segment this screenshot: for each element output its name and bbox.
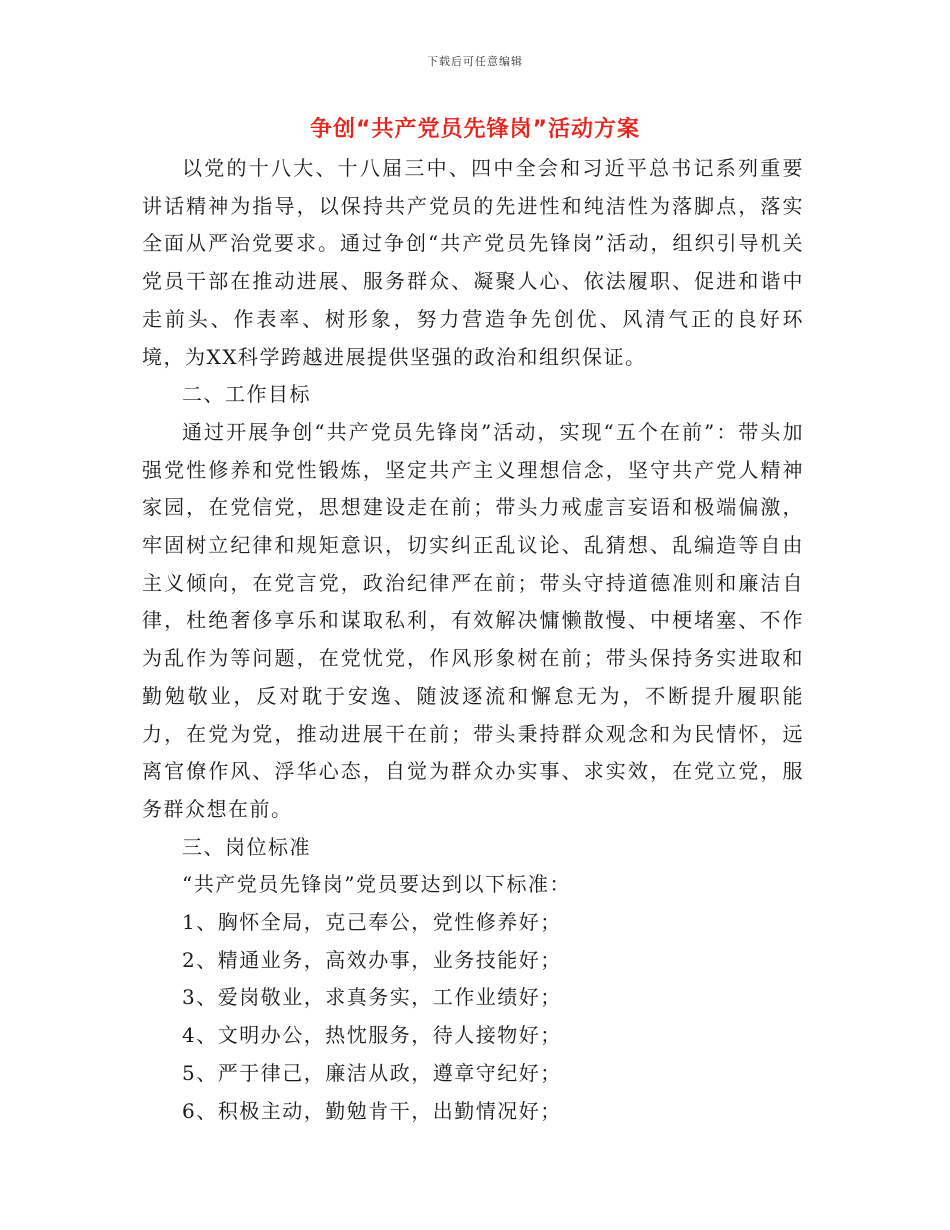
standard-item: 5、严于律己，廉洁从政，遵章守纪好； — [182, 1060, 562, 1085]
standard-item: 3、爱岗敬业，求真务实，工作业绩好； — [182, 985, 562, 1010]
section-heading-goals: 二、工作目标 — [182, 382, 311, 407]
section-heading-standards: 三、岗位标准 — [182, 834, 311, 859]
document-body — [142, 150, 804, 1130]
goals-paragraph: 通过开展争创“共产党员先锋岗”活动，实现“五个在前”：带头加强党性修养和党性锻炼，坚定共产主义理想信念，坚守共产党人精神家园，在党信党，思想建设走在前；带头力戒虚言妄语和极端偏激，牢固树立纪律和规矩意识，切实纠正乱议论、乱猜想、乱编造等自由主义倾向，在党言党，政治纪律严在前；带头守持道德准则和廉洁自律，杜绝奢侈享乐和谋取私利，有效解决慵懒散慢、中梗堵塞、不作为乱作为等问题，在党忧党，作风形象树在前；带头保持务实进取和勤勉敬业，反对耽于安逸、随波逐流和懈怠无为，不断提升履职能力，在党为党，推动进展干在前；带头秉持群众观念和为民情怀，远离官僚作风、浮华心态，自觉为群众办实事、求实效，在党立党，服务群众想在前。 — [142, 419, 804, 821]
standard-item: 6、积极主动，勤勉肯干，出勤情况好； — [182, 1098, 562, 1123]
standards-intro: “共产党员先锋岗”党员要达到以下标准： — [182, 872, 571, 897]
document-title: 争创“共产党员先锋岗”活动方案 — [310, 117, 640, 142]
standard-item: 4、文明办公，热忱服务，待人接物好； — [182, 1023, 562, 1048]
standard-item: 1、胸怀全局，克己奉公，党性修养好； — [182, 910, 562, 935]
intro-paragraph: 以党的十八大、十八届三中、四中全会和习近平总书记系列重要讲话精神为指导，以保持共产党员的先进性和纯洁性为落脚点，落实全面从严治党要求。通过争创“共产党员先锋岗”活动，组织引导机关党员干部在推动进展、服务群众、凝聚人心、依法履职、促进和谐中走前头、作表率、树形象，努力营造争先创优、风清气正的良好环境，为XX科学跨越进展提供坚强的政治和组织保证。 — [142, 156, 804, 369]
header-note: 下载后可任意编辑 — [427, 55, 523, 68]
standard-item: 2、精通业务，高效办事，业务技能好； — [182, 947, 562, 972]
